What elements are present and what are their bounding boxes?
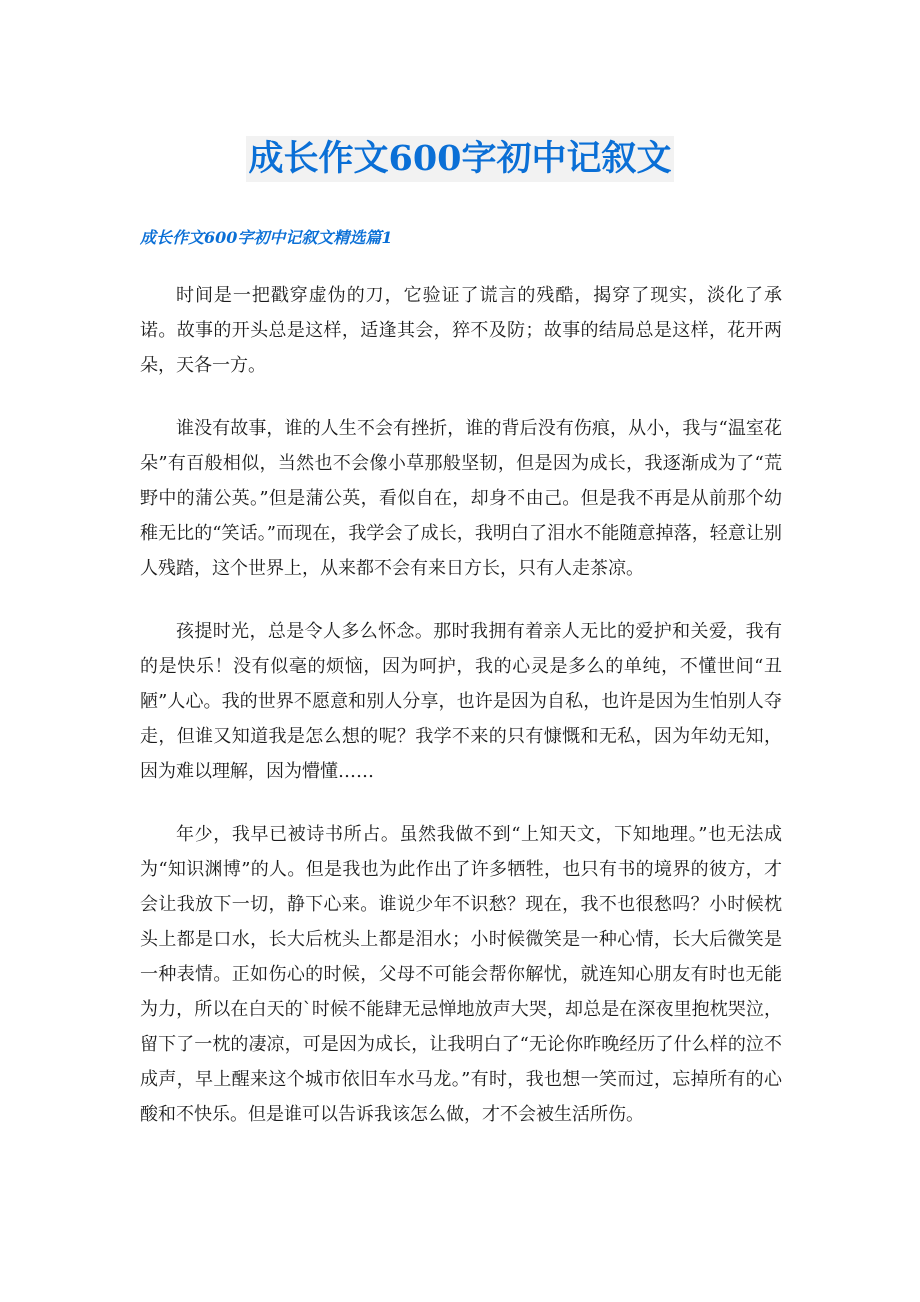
paragraph-2: 谁没有故事，谁的人生不会有挫折，谁的背后没有伤痕，从小，我与“温室花朵”有百般相似，当然也不会像小草那般坚韧，但是因为成长，我逐渐成为了“荒野中的蒲公英。”但是蒲公英，看似自在，却身不由己。但是我不再是从前那个幼稚无比的“笑话。”而现在，我学会了成长，我明白了泪水不能随意掉落，轻意让别人残踏，这个世界上，从来都不会有来日方长，只有人走茶凉。: [140, 418, 782, 579]
paragraph-1: 时间是一把戳穿虚伪的刀，它验证了谎言的残酷，揭穿了现实，淡化了承诺。故事的开头总是这样，适逢其会，猝不及防；故事的结局总是这样，花开两朵，天各一方。: [140, 285, 782, 376]
section-heading: 成长作文600字初中记叙文精选篇1: [140, 228, 393, 247]
title-container: [0, 136, 920, 182]
paragraph-3: 孩提时光，总是令人多么怀念。那时我拥有着亲人无比的爱护和关爱，我有的是快乐！没有似毫的烦恼，因为呵护，我的心灵是多么的单纯，不懂世间“丑陋”人心。我的世界不愿意和别人分享，也许是因为自私，也许是因为生怕别人夺走，但谁又知道我是怎么想的呢？我学不来的只有慷慨和无私，因为年幼无知，因为难以理解，因为懵懂……: [140, 621, 782, 782]
document-title: 成长作文600字初中记叙文: [246, 136, 673, 182]
paragraph-4: 年少，我早已被诗书所占。虽然我做不到“上知天文，下知地理。”也无法成为“知识渊博”的人。但是我也为此作出了许多牺牲，也只有书的境界的彼方，才会让我放下一切，静下心来。谁说少年不识愁？现在，我不也很愁吗？小时候枕头上都是口水，长大后枕头上都是泪水；小时候微笑是一种心情，长大后微笑是一种表情。正如伤心的时候，父母不可能会帮你解忧，就连知心朋友有时也无能为力，所以在白天的`时候不能肆无忌惮地放声大哭，却总是在深夜里抱枕哭泣，留下了一枕的凄凉，可是因为成长，让我明白了“无论你昨晚经历了什么样的泣不成声，早上醒来这个城市依旧车水马龙。”有时，我也想一笑而过，忘掉所有的心酸和不快乐。但是谁可以告诉我该怎么做，才不会被生活所伤。: [140, 824, 782, 1125]
article-body: [140, 278, 782, 1160]
